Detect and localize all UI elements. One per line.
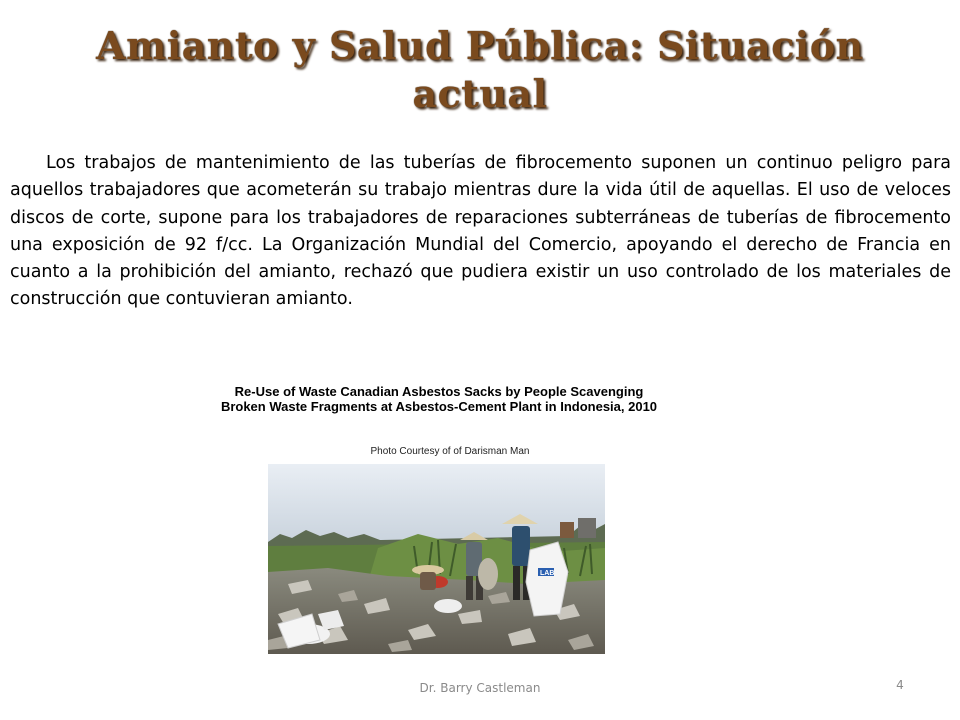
page-number: 4 [896,678,904,692]
sack-label: LAB [540,570,555,577]
slide-title: Amianto y Salud Pública: Situación actual [96,23,864,116]
scavengers-photo [268,464,605,654]
figure-caption-line-1: Re-Use of Waste Canadian Asbestos Sacks by People Scavenging [234,384,644,399]
photo-credit: Photo Courtesy of of Darisman Man [370,446,530,457]
body-paragraph: Los trabajos de mantenimiento de las tuberías de fibrocemento suponen un continuo peligro para aquellos trabajadores que acometerán su trabajo mientras dure la vida útil de aquellas. El uso de veloces discos de corte, supone para los trabajadores de reparaciones subterráneas de tuberías de fibrocemento una exposición de 92 f/cc. La Organización Mundial del Comercio, apoyando el derecho de Francia en cuanto a la prohibición del amianto, rechazó que pudiera existir un uso controlado de los materiales de construcción que contuvieran amianto. [10,153,951,310]
figure-caption-line-2: Broken Waste Fragments at Asbestos-Cement Plant in Indonesia, 2010 [220,399,658,414]
figure [200,374,678,662]
footer-author: Dr. Barry Castleman [419,681,541,695]
